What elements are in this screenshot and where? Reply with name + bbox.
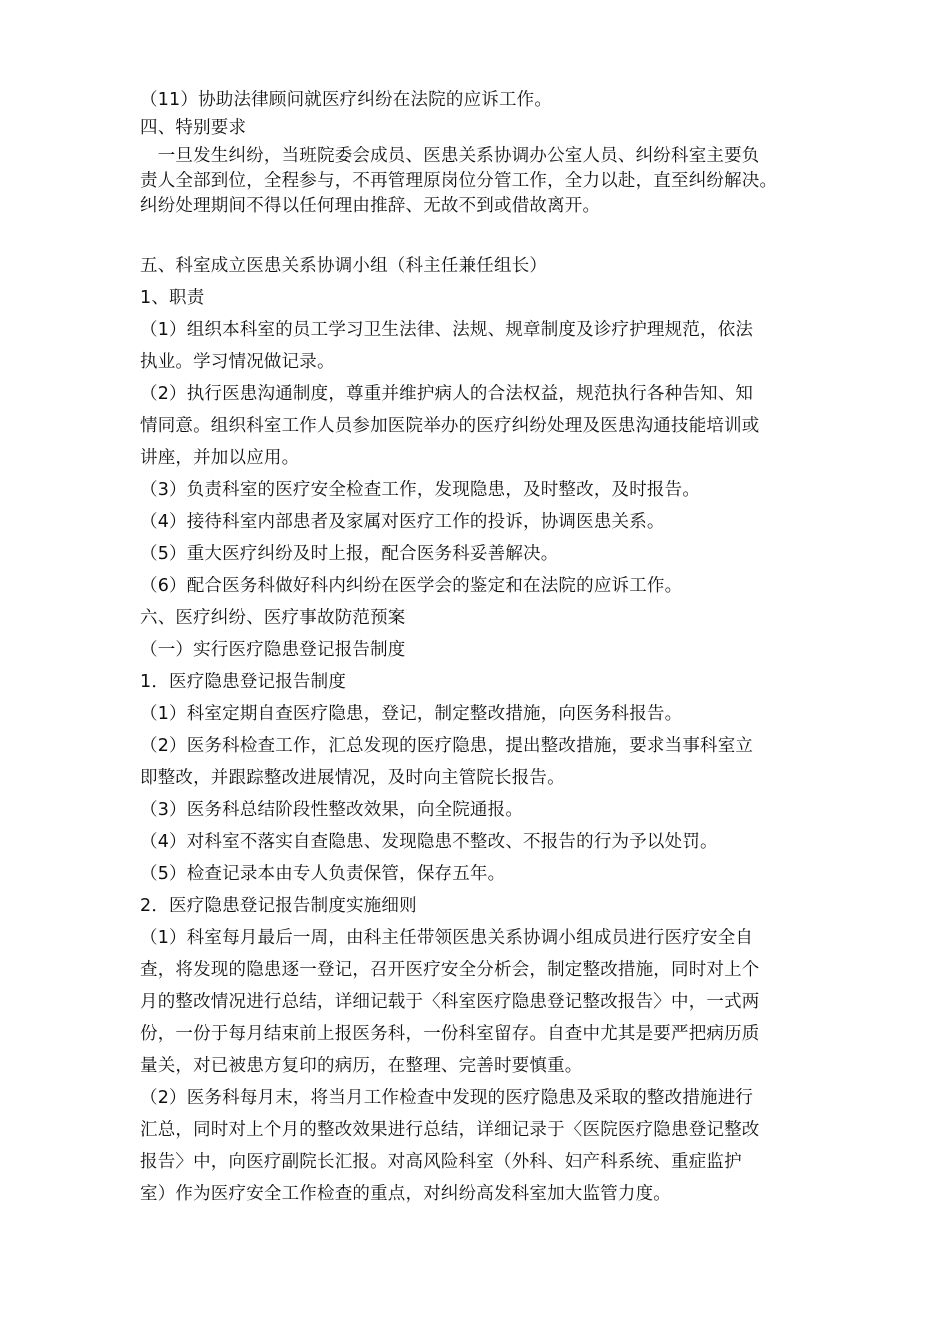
subsection-heading: 2．医疗隐患登记报告制度实施细则: [140, 896, 417, 916]
text-line: 执业。学习情况做记录。: [140, 352, 335, 372]
text-line: 即整改，并跟踪整改进展情况，及时向主管院长报告。: [140, 768, 565, 788]
text-line: 室）作为医疗安全工作检查的重点，对纠纷高发科室加大监管力度。: [140, 1184, 671, 1204]
subsection-heading: 1．医疗隐患登记报告制度: [140, 672, 347, 692]
subsection-heading: 1、职责: [140, 288, 205, 308]
text-line: 纠纷处理期间不得以任何理由推辞、无故不到或借故离开。: [140, 196, 601, 216]
subsection-heading: （一）实行医疗隐患登记报告制度: [140, 640, 406, 660]
text-line: （4）接待科室内部患者及家属对医疗工作的投诉，协调医患关系。: [140, 512, 665, 532]
text-line: （5）检查记录本由专人负责保管，保存五年。: [140, 864, 506, 884]
section-heading: 四、特别要求: [140, 118, 247, 138]
text-line: 月的整改情况进行总结，详细记载于〈科室医疗隐患登记整改报告〉中，一式两: [140, 992, 760, 1012]
text-line: （1）科室每月最后一周，由科主任带领医患关系协调小组成员进行医疗安全自: [140, 928, 754, 948]
text-line: 量关，对已被患方复印的病历，在整理、完善时要慎重。: [140, 1056, 583, 1076]
text-line: （3）负责科室的医疗安全检查工作，发现隐患，及时整改，及时报告。: [140, 480, 701, 500]
text-line: （2）医务科检查工作，汇总发现的医疗隐患，提出整改措施，要求当事科室立: [140, 736, 754, 756]
text-line: （5）重大医疗纠纷及时上报，配合医务科妥善解决。: [140, 544, 559, 564]
text-line: 查，将发现的隐患逐一登记，召开医疗安全分析会，制定整改措施，同时对上个: [140, 960, 760, 980]
text-line: （3）医务科总结阶段性整改效果，向全院通报。: [140, 800, 524, 820]
text-line: 汇总，同时对上个月的整改效果进行总结，详细记录于〈医院医疗隐患登记整改: [140, 1120, 760, 1140]
text-line: （4）对科室不落实自查隐患、发现隐患不整改、不报告的行为予以处罚。: [140, 832, 718, 852]
text-line: 报告〉中，向医疗副院长汇报。对高风险科室（外科、妇产科系统、重症监护: [140, 1152, 742, 1172]
section-heading: 六、医疗纠纷、医疗事故防范预案: [140, 608, 406, 628]
section-heading: 五、科室成立医患关系协调小组（科主任兼任组长）: [140, 256, 548, 276]
text-line: 责人全部到位，全程参与，不再管理原岗位分管工作，全力以赴，直至纠纷解决。: [140, 171, 778, 191]
text-line: 情同意。组织科室工作人员参加医院举办的医疗纠纷处理及医患沟通技能培训或: [140, 416, 760, 436]
text-line: 一旦发生纠纷，当班院委会成员、医患关系协调办公室人员、纠纷科室主要负: [140, 146, 760, 166]
text-line: （11）协助法律顾问就医疗纠纷在法院的应诉工作。: [140, 90, 553, 110]
text-line: 份，一份于每月结束前上报医务科，一份科室留存。自查中尤其是要严把病历质: [140, 1024, 760, 1044]
text-line: （1）科室定期自查医疗隐患，登记，制定整改措施，向医务科报告。: [140, 704, 683, 724]
text-line: （1）组织本科室的员工学习卫生法律、法规、规章制度及诊疗护理规范，依法: [140, 320, 754, 340]
text-line: （6）配合医务科做好科内纠纷在医学会的鉴定和在法院的应诉工作。: [140, 576, 683, 596]
text-line: （2）执行医患沟通制度，尊重并维护病人的合法权益，规范执行各种告知、知: [140, 384, 754, 404]
text-line: （2）医务科每月末，将当月工作检查中发现的医疗隐患及采取的整改措施进行: [140, 1088, 754, 1108]
text-line: 讲座，并加以应用。: [140, 448, 300, 468]
